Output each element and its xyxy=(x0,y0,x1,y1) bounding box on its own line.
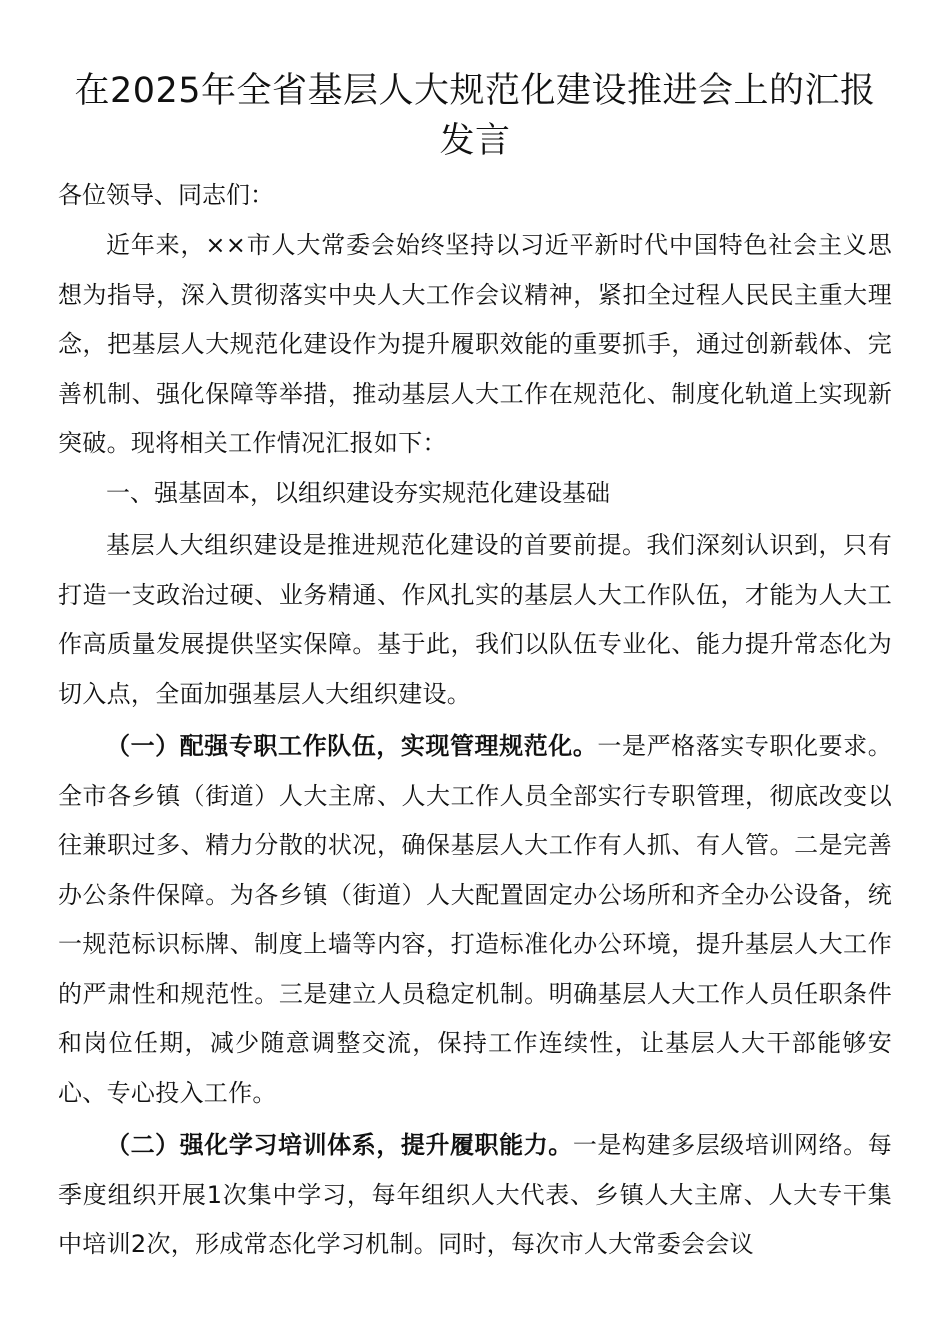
intro-paragraph: 近年来，××市人大常委会始终坚持以习近平新时代中国特色社会主义思想为指导，深入贯彻落实中央人大工作会议精神，紧扣全过程人民民主重大理念，把基层人大规范化建设作为提升履职效能的重要抓手，通过创新载体、完善机制、强化保障等举措，推动基层人大工作在规范化、制度化轨道上实现新突破。现将相关工作情况汇报如下： xyxy=(58,231,892,457)
item-1-lead: （一）配强专职工作队伍，实现管理规范化。 xyxy=(106,732,598,760)
section-1-paragraph: 基层人大组织建设是推进规范化建设的首要前提。我们深刻认识到，只有打造一支政治过硬、业务精通、作风扎实的基层人大工作队伍，才能为人大工作高质量发展提供坚实保障。基于此，我们以队伍专业化、能力提升常态化为切入点，全面加强基层人大组织建设。 xyxy=(58,531,892,708)
item-1-paragraph xyxy=(58,722,892,1118)
item-1-text: 一是严格落实专职化要求。全市各乡镇（街道）人大主席、人大工作人员全部实行专职管理，彻底改变以往兼职过多、精力分散的状况，确保基层人大工作有人抓、有人管。二是完善办公条件保障。为各乡镇（街道）人大配置固定办公场所和齐全办公设备，统一规范标识标牌、制度上墙等内容，打造标准化办公环境，提升基层人大工作的严肃性和规范性。三是建立人员稳定机制。明确基层人大工作人员任职条件和岗位任期，减少随意调整交流，保持工作连续性，让基层人大干部能够安心、专心投入工作。 xyxy=(58,732,892,1107)
section-1-heading: 一、强基固本，以组织建设夯实规范化建设基础 xyxy=(106,478,610,507)
document-title: 在2025年全省基层人大规范化建设推进会上的汇报发言 xyxy=(74,71,876,161)
item-2-paragraph xyxy=(58,1121,892,1270)
greeting: 各位领导、同志们： xyxy=(58,181,274,209)
item-2-lead: （二）强化学习培训体系，提升履职能力。 xyxy=(106,1131,573,1159)
document-page xyxy=(58,66,892,1270)
item-2-text: 一是构建多层级培训网络。每季度组织开展1次集中学习，每年组织人大代表、乡镇人大主席、人大专干集中培训2次，形成常态化学习机制。同时，每次市人大常委会会议 xyxy=(58,1131,892,1258)
